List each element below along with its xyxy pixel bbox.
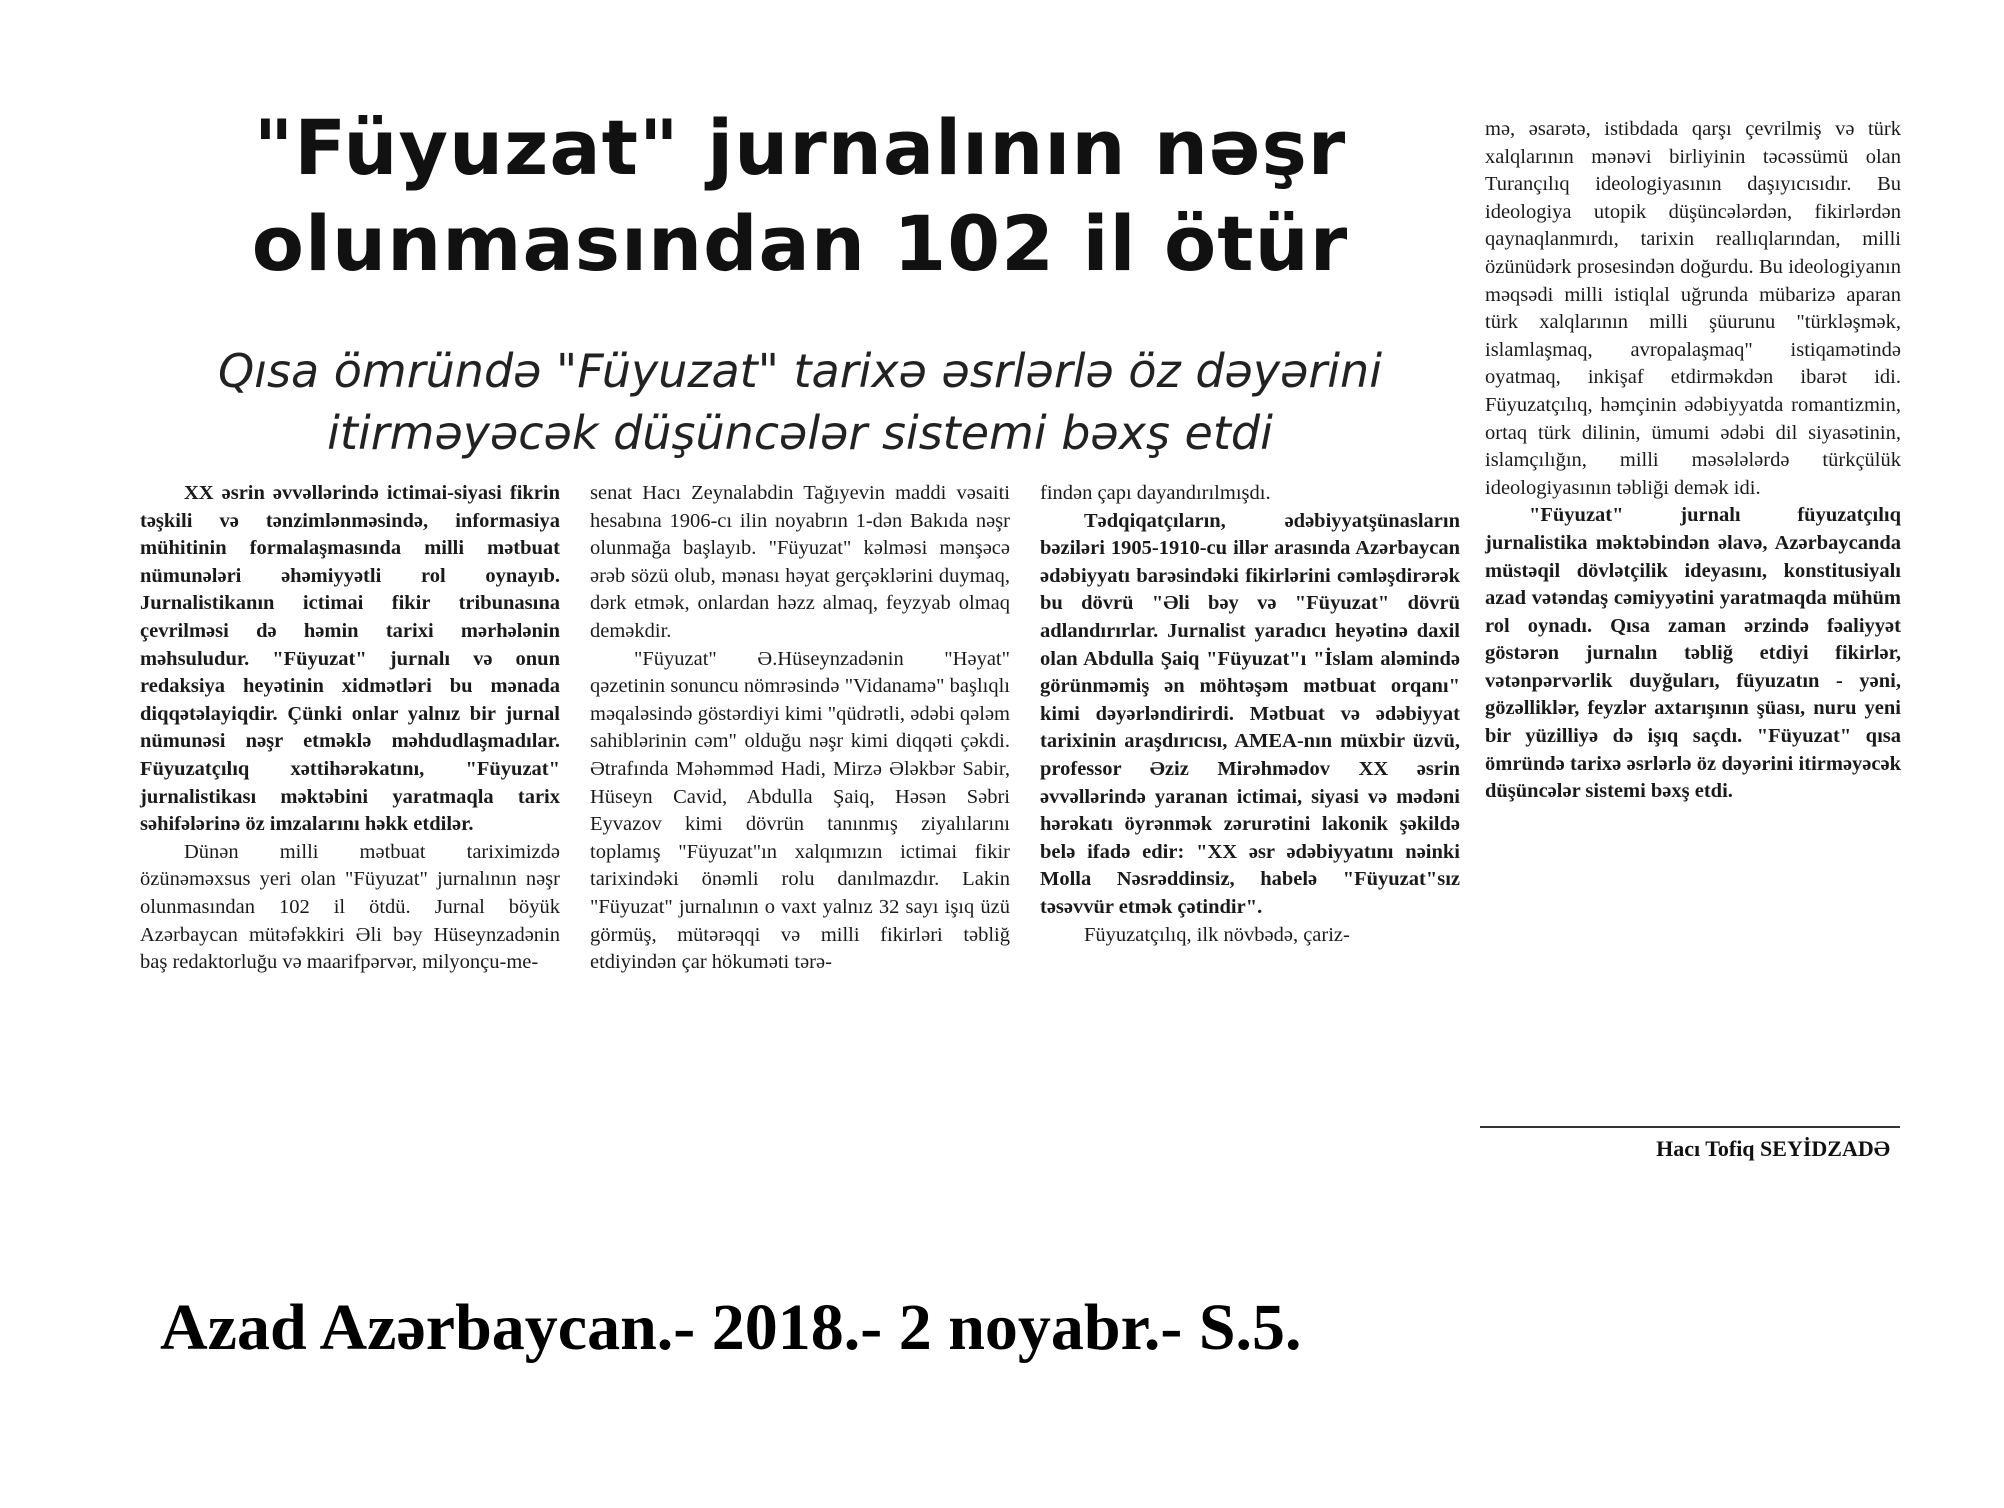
column-3-paragraph-2: Tədqiqatçıların, ədəbiyyatşünasların bəziləri 1905-1910-cu illər arasında Azərbaycan ədəbiyyatı barəsindəki fikirlərini cəmləşdirərək bu dövrü "Əli bəy və "Füyuzat" dövrü adlandırırlar. Jurnalist yaradıcı heyətinə daxil olan Abdulla Şaiq "Füyuzat"ı "İslam aləmində görünməmiş ən möhtəşəm mətbuat orqanı" kimi dəyərləndirirdi. Mətbuat və ədəbiyyat tarixinin araşdırıcısı, AMEA-nın müxbir üzvü, professor Əziz Mirəhmədov XX əsrin əvvəllərində yaranan ictimai, siyasi və mədəni hərəkatı öyrənmək zərurətini lakonik şəkildə belə ifadə edir: "XX əsr ədəbiyyatını nəinki Molla Nəsrəddinsiz, habelə "Füyuzat"sız təsəvvür etmək çətindir". — [1040, 509, 1460, 918]
headline-line-2: olunmasından 102 il ötür — [251, 199, 1349, 288]
author-divider — [1480, 1126, 1900, 1128]
article-column-4 — [1485, 116, 1901, 806]
article-column-3 — [1040, 480, 1460, 949]
column-2-paragraph-2: "Füyuzat" Ə.Hüseynzadənin "Həyat" qəzetinin sonuncu nömrəsində "Vidanamə" başlıqlı məqaləsində göstərdiyi kimi "qüdrətli, ədəbi qələm sahiblərinin cəm" olduğu nəşr kimi diqqəti çəkdi. Ətrafında Məhəmməd Hadi, Mirzə Ələkbər Sabir, Hüseyn Cavid, Abdulla Şaiq, Həsən Səbri Eyvazov kimi dövrün tanınmış ziyalılarını toplamış "Füyuzat"ın xalqımızın ictimai fikir tarixindəki önəmli rolu danılmazdır. Lakin "Füyuzat" jurnalının o vaxt yalnız 32 sayı işıq üzü görmüş, mütərəqqi və milli fikirləri təbliğ etdiyindən çar hökuməti tərə- — [590, 647, 1010, 974]
article-author: Hacı Tofiq SEYİDZADƏ — [1656, 1136, 1890, 1161]
source-citation: Azad Azərbaycan.- 2018.- 2 noyabr.- S.5. — [160, 1291, 1302, 1364]
headline-line-1: "Füyuzat" jurnalının nəşr — [253, 103, 1347, 192]
column-3-paragraph-1: findən çapı dayandırılmışdı. — [1040, 482, 1271, 504]
column-3-paragraph-3: Füyuzatçılıq, ilk növbədə, çariz- — [1084, 923, 1350, 946]
column-1-paragraph-2: Dünən milli mətbuat tariximizdə özünəməxsus yeri olan "Füyuzat" jurnalının nəşr olunmasından 102 il ötdü. Jurnal böyük Azərbaycan mütəfəkkiri Əli bəy Hüseynzadənin baş redaktorluğu və maarifpərvər, milyonçu-me- — [140, 840, 560, 974]
article-headline — [150, 100, 1450, 292]
column-4-paragraph-2: "Füyuzat" jurnalı füyuzatçılıq jurnalistika məktəbindən əlavə, Azərbaycanda müstəqil dövlətçilik ideyasını, konstitusiyalı azad vətəndaş cəmiyyətini yaratmaqda mühüm rol oynadı. Qısa zaman ərzində fəaliyyət göstərən jurnalın təbliğ etdiyi fikirlər, vətənpərvərlik duyğuları, füyuzatın - yəni, gözəlliklər, feyzlər axtarışının şüası, nuru yeni bir yüzilliyə də işıq saçdı. "Füyuzat" qısa ömründə tarixə əsrlərlə öz dəyərini itirməyəcək düşüncələr sistemi bəxş etdi. — [1485, 504, 1901, 803]
article-subheadline — [150, 340, 1450, 464]
subheadline-line-2: itirməyəcək düşüncələr sistemi bəxş etdi — [327, 406, 1273, 460]
column-1-paragraph-1: XX əsrin əvvəllərində ictimai-siyasi fikrin təşkili və tənzimlənməsində, informasiya mühitinin formalaşmasında milli mətbuat nümunələri əhəmiyyətli rol oynayıb. Jurnalistikanın ictimai fikir tribunasına çevrilməsi də həmin tarixi mərhələnin məhsuludur. "Füyuzat" jurnalı və onun redaksiya heyətinin xidmətləri bu mənada diqqətəlayiqdir. Çünki onlar yalnız bir jurnal nümunəsi nəşr etməklə məhdudlaşmadılar. Füyuzatçılıq xəttihərəkatını, "Füyuzat" jurnalistikası məktəbini yaratmaqla tarix səhifələrinə öz imzalarını həkk etdilər. — [140, 482, 560, 836]
subheadline-line-1: Qısa ömründə "Füyuzat" tarixə əsrlərlə öz dəyərini — [218, 344, 1382, 398]
article-column-2 — [590, 480, 1010, 977]
column-2-paragraph-1: senat Hacı Zeynalabdin Tağıyevin maddi vəsaiti hesabına 1906-cı ilin noyabrın 1-dən Bakıda nəşr olunmağa başlayıb. "Füyuzat" kəlməsi mənşəcə ərəb sözü olub, mənası həyat gerçəklərini duymaq, dərk etmək, onlardan həzz almaq, feyzyab olmaq deməkdir. — [590, 482, 1010, 642]
article-column-1 — [140, 480, 560, 977]
column-4-paragraph-1: mə, əsarətə, istibdada qarşı çevrilmiş və türk xalqlarının mənəvi birliyinin təcəssümü olan Turançılıq ideologiyasının daşıyıcısıdır. Bu ideologiya utopik düşüncələrdən, fikirlərdən qaynaqlanmırdı, tarixin reallıqlarından, milli özünüdərk prosesindən doğurdu. Bu ideologiyanın məqsədi milli istiqlal uğrunda mübarizə aparan türk xalqlarının milli şüurunu "türkləşmək, islamlaşmaq, avropalaşmaq" istiqamətində oyatmaq, inkişaf etdirməkdən ibarət idi. Füyuzatçılıq, həmçinin ədəbiyyatda romantizmin, ortaq türk dilinin, ümumi ədəbi dil siyasətinin, islamçılığın, milli məsələlərdə türkçülük ideologiyasının təbliği demək idi. — [1485, 118, 1901, 499]
